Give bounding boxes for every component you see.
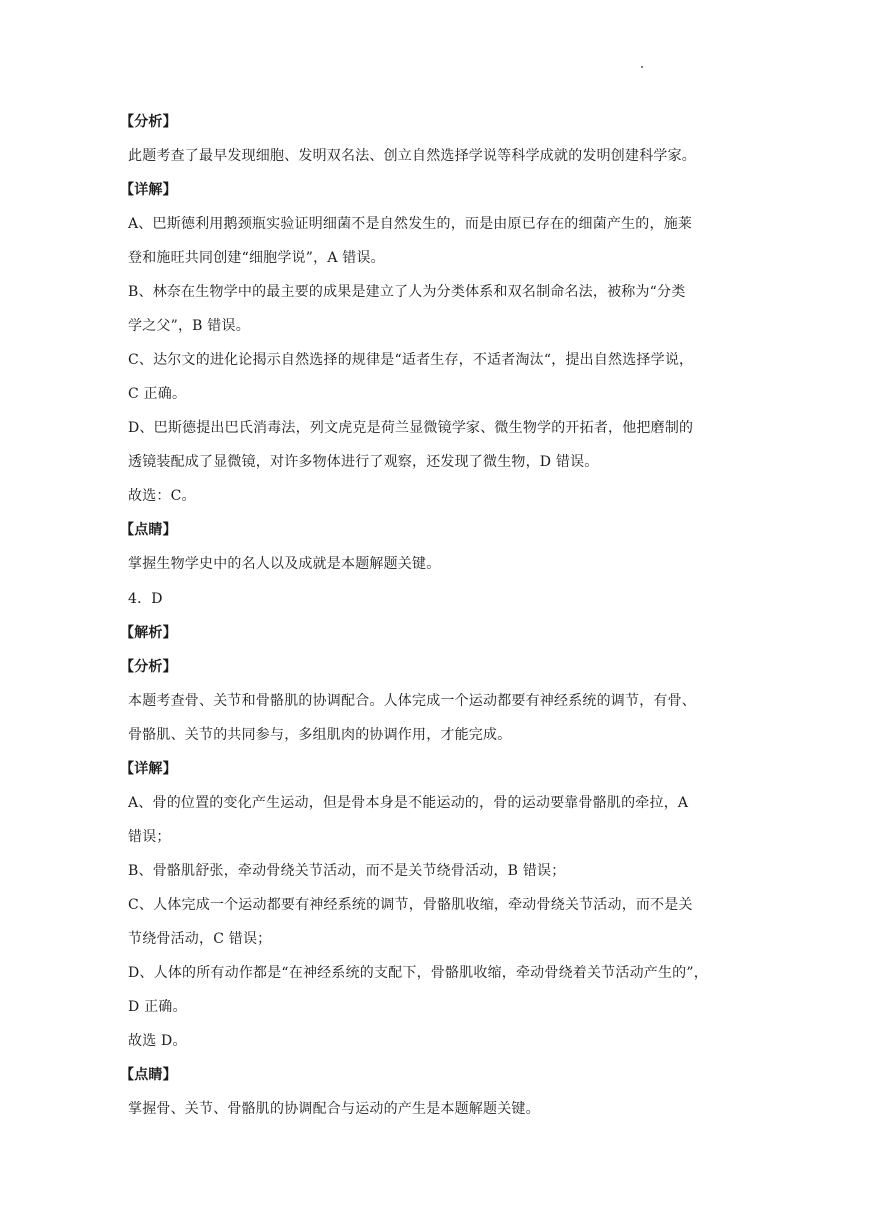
- heading-explanation: 【解析】: [120, 625, 177, 641]
- text-line: C、人体完成一个运动都要有神经系统的调节，骨骼肌收缩，牵动骨绕关节活动，而不是关: [128, 897, 693, 913]
- question-number: 4．D: [128, 591, 163, 607]
- heading-detail: 【详解】: [120, 182, 177, 198]
- heading-detail: 【详解】: [120, 761, 177, 777]
- text-line: B、骨骼肌舒张，牵动骨绕关节活动，而不是关节绕骨活动，B 错误；: [128, 863, 566, 879]
- text-line: C、达尔文的进化论揭示自然选择的规律是“适者生存，不适者淘汰“，提出自然选择学说，: [128, 352, 694, 368]
- heading-analysis: 【分析】: [120, 659, 177, 675]
- text-line: A、巴斯德利用鹅颈瓶实验证明细菌不是自然发生的，而是由原已存在的细菌产生的，施莱: [128, 216, 693, 232]
- page-dot-mark: [641, 66, 643, 68]
- text-line: A、骨的位置的变化产生运动，但是骨本身是不能运动的，骨的运动要靠骨骼肌的牵拉，A: [128, 795, 689, 811]
- text-line: 登和施旺共同创建“细胞学说”，A 错误。: [128, 250, 385, 266]
- answer-choice: 故选 D。: [128, 1033, 187, 1049]
- text-line: 节绕骨活动，C 错误；: [128, 931, 272, 947]
- text-line: B、林奈在生物学中的最主要的成果是建立了人为分类体系和双名制命名法，被称为“分类: [128, 284, 686, 300]
- text-line: D、巴斯德提出巴氏消毒法，列文虎克是荷兰显微镜学家、微生物学的开拓者，他把磨制的: [128, 420, 694, 436]
- heading-analysis: 【分析】: [120, 114, 177, 130]
- answer-choice: 故选：C。: [128, 488, 196, 504]
- text-line: C 正确。: [128, 386, 187, 402]
- text-line: D 正确。: [128, 999, 187, 1015]
- text-line: 透镜装配成了显微镜，对许多物体进行了观察，还发现了微生物，D 错误。: [128, 454, 599, 470]
- text-line: 学之父”，B 错误。: [128, 318, 250, 334]
- text-line: 本题考查骨、关节和骨骼肌的协调配合。人体完成一个运动都要有神经系统的调节，有骨、: [128, 693, 696, 709]
- text-line: 骨骼肌、关节的共同参与，多组肌肉的协调作用，才能完成。: [128, 727, 512, 743]
- text-line: 掌握生物学史中的名人以及成就是本题解题关键。: [128, 556, 441, 572]
- text-line: 此题考查了最早发现细胞、发明双名法、创立自然选择学说等科学成就的发明创建科学家。: [128, 148, 696, 164]
- heading-comment: 【点睛】: [120, 522, 177, 538]
- text-line: 错误；: [128, 829, 171, 845]
- text-line: D、人体的所有动作都是“在神经系统的支配下，骨骼肌收缩，牵动骨绕着关节活动产生的”，: [128, 965, 708, 981]
- heading-comment: 【点睛】: [120, 1067, 177, 1083]
- text-line: 掌握骨、关节、骨骼肌的协调配合与运动的产生是本题解题关键。: [128, 1101, 540, 1117]
